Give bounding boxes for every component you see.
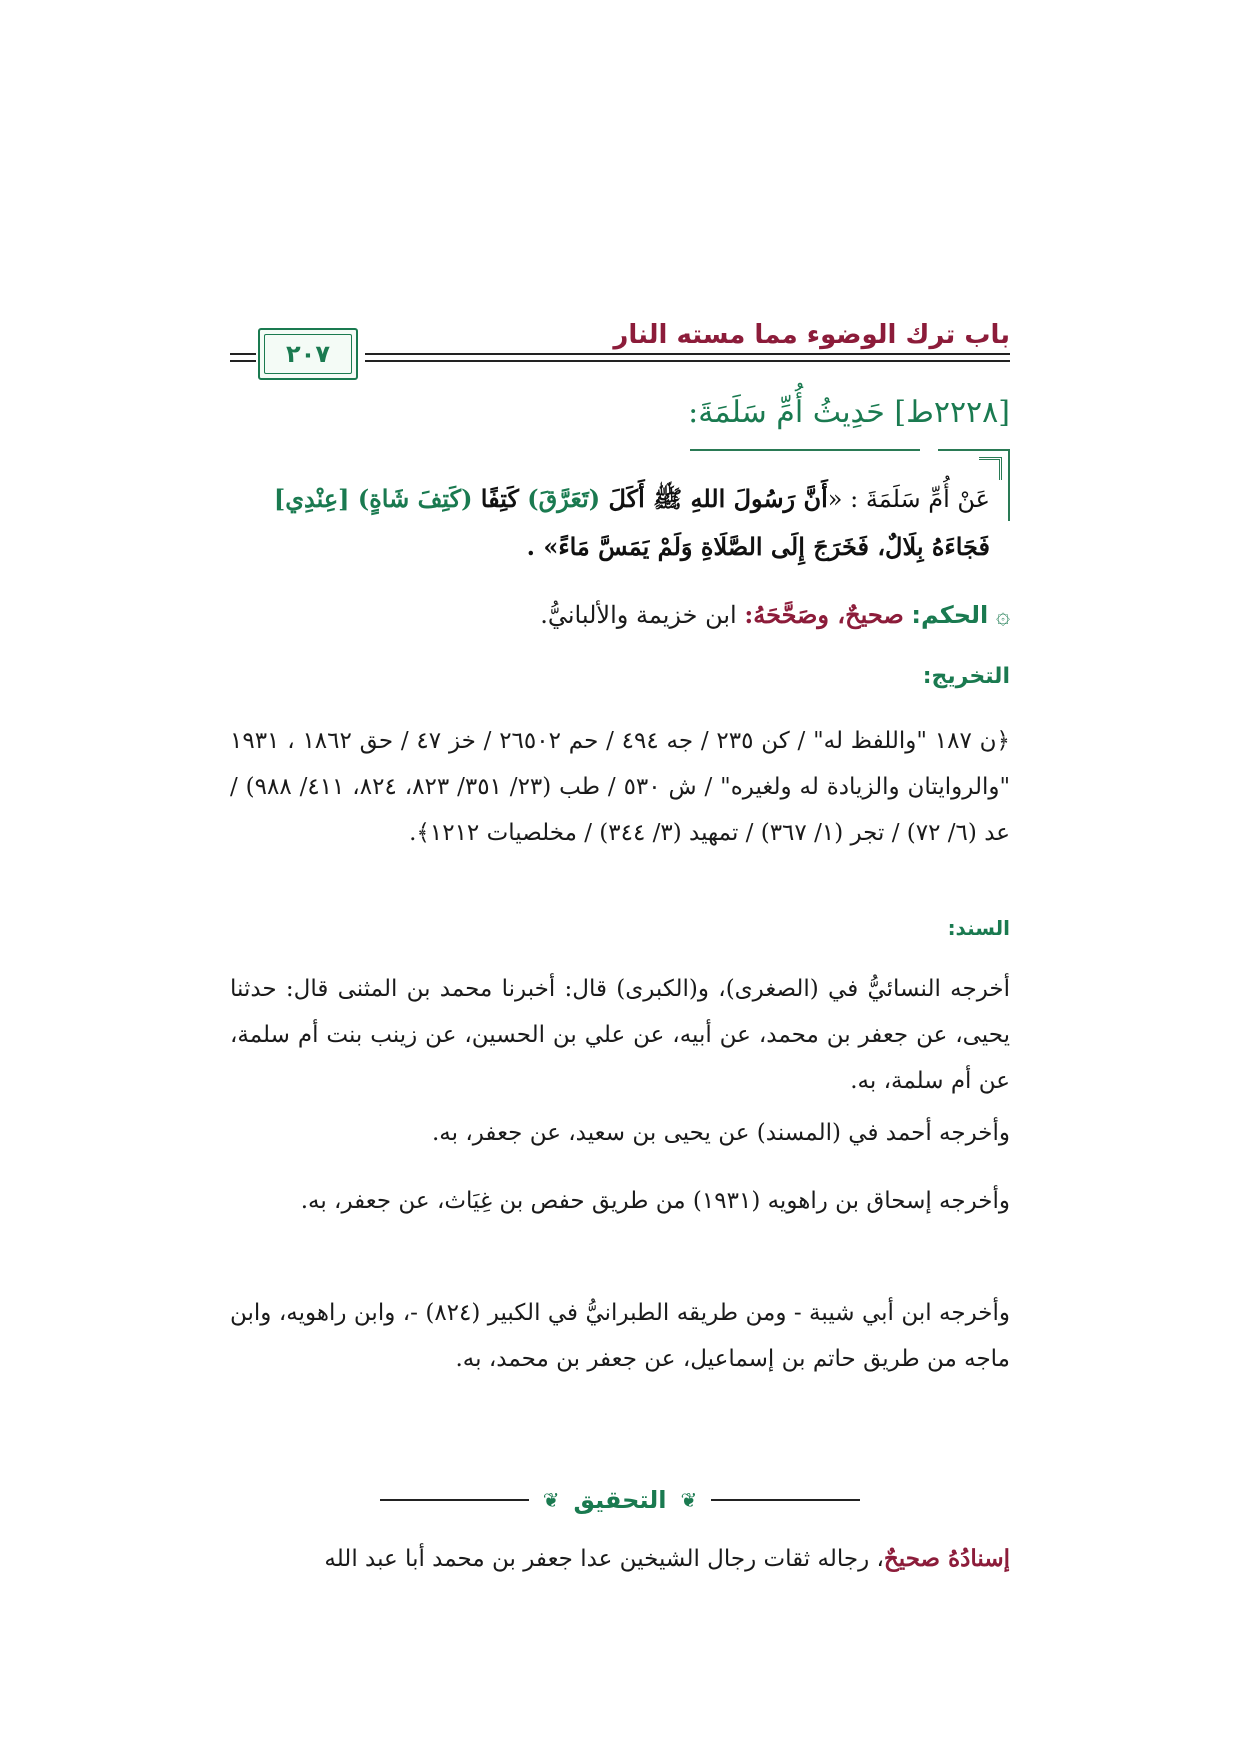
hadith-intro: عَنْ أُمِّ سَلَمَةَ : «	[827, 485, 990, 513]
header-rule-left-bottom	[230, 360, 256, 362]
tahqiq-text	[230, 1545, 1010, 1572]
hukm-grade: صحيحٌ، وصَحَّحَهُ:	[744, 600, 904, 629]
hadith-body-2: كَتِفًا	[472, 484, 528, 513]
header-rule-left-top	[230, 353, 256, 355]
takhrij-heading: التخريج:	[922, 664, 1010, 689]
hadith-variant-2: (كَتِفَ شَاةٍ)	[357, 484, 473, 513]
tahqiq-verdict: إسنادُهُ صحيحٌ	[883, 1545, 1010, 1572]
sanad-paragraph-3: وأخرجه إسحاق بن راهويه (١٩٣١) من طريق حفص بن غِيَاث، عن جعفر، به.	[300, 1188, 1010, 1214]
document-page	[230, 0, 1010, 1754]
ornament-left-icon: ❦	[542, 1488, 560, 1512]
tahqiq-rest: ، رجاله ثقات رجال الشيخين عدا جعفر بن محمد أبا عبد الله	[324, 1546, 884, 1572]
sanad-paragraph-4: وأخرجه ابن أبي شيبة - ومن طريقه الطبرانيُّ في الكبير (٨٢٤) -، وابن راهويه، وابن ماجه من طريق حاتم بن إسماعيل، عن جعفر بن محمد، به.	[230, 1300, 1011, 1372]
hadith-body-1: أَنَّ رَسُولَ اللهِ ﷺ أَكَلَ	[600, 484, 828, 513]
ornament-right-icon: ❦	[680, 1488, 698, 1512]
hukm-line	[230, 600, 1010, 629]
takhrij-text: ﴿ن ١٨٧ "واللفظ له" / كن ٢٣٥ / جه ٤٩٤ / حم ٢٦٥٠٢ / خز ٤٧ / حق ١٨٦٢ ، ١٩٣١ "والروايتان والزيادة له ولغيره" / ش ٥٣٠ / طب (٢٣/ ٣٥١/ ٨٢٣، ٨٢٤، ٤١١/ ٩٨٨) / عد (٦/ ٧٢) / تجر (١/ ٣٦٧) / تمهيد (٣/ ٣٤٤) / مخلصيات ١٢١٢﴾.	[230, 728, 1011, 846]
divider-line-right	[711, 1499, 860, 1501]
hukm-rest: ابن خزيمة والألبانيُّ.	[540, 601, 745, 629]
running-header	[230, 300, 1010, 380]
hadith-body-3	[350, 484, 358, 513]
hadith-body-4: فَجَاءَهُ بِلَالٌ، فَخَرَجَ إِلَى الصَّلَاةِ وَلَمْ يَمَسَّ مَاءً	[558, 532, 990, 561]
tahqiq-label: التحقيق	[573, 1486, 667, 1514]
flower-icon: ۞	[995, 601, 1010, 629]
sanad-heading: السند:	[947, 916, 1010, 940]
hadith-variant-1: (تَعَرَّقَ)	[527, 484, 601, 513]
hadith-end: » .	[526, 532, 559, 561]
hadith-variant-3: [عِنْدِي]	[273, 484, 350, 513]
header-rule-bottom	[365, 360, 1010, 362]
chapter-title: باب ترك الوضوء مما مسته النار	[613, 320, 1010, 350]
page-number-badge	[258, 328, 358, 380]
header-rule-top	[365, 353, 1010, 355]
divider-line-left	[380, 1499, 529, 1501]
hadith-title: [٢٢٢٨ط] حَدِيثُ أُمِّ سَلَمَةَ:	[688, 395, 1010, 430]
hukm-label: الحكم:	[911, 601, 989, 629]
hadith-frame-line	[690, 449, 920, 451]
sanad-paragraph-1: أخرجه النسائيُّ في (الصغرى)، و(الكبرى) قال: أخبرنا محمد بن المثنى قال: حدثنا يحيى، عن جعفر بن محمد، عن أبيه، عن علي بن الحسين، عن زينب بنت أم سلمة، عن أم سلمة، به.	[230, 976, 1010, 1094]
sanad-paragraph-2: وأخرجه أحمد في (المسند) عن يحيى بن سعيد، عن جعفر، به.	[431, 1120, 1010, 1146]
hadith-text	[235, 475, 990, 571]
page-number: ٢٠٧	[286, 340, 330, 368]
tahqiq-divider	[380, 1480, 860, 1520]
